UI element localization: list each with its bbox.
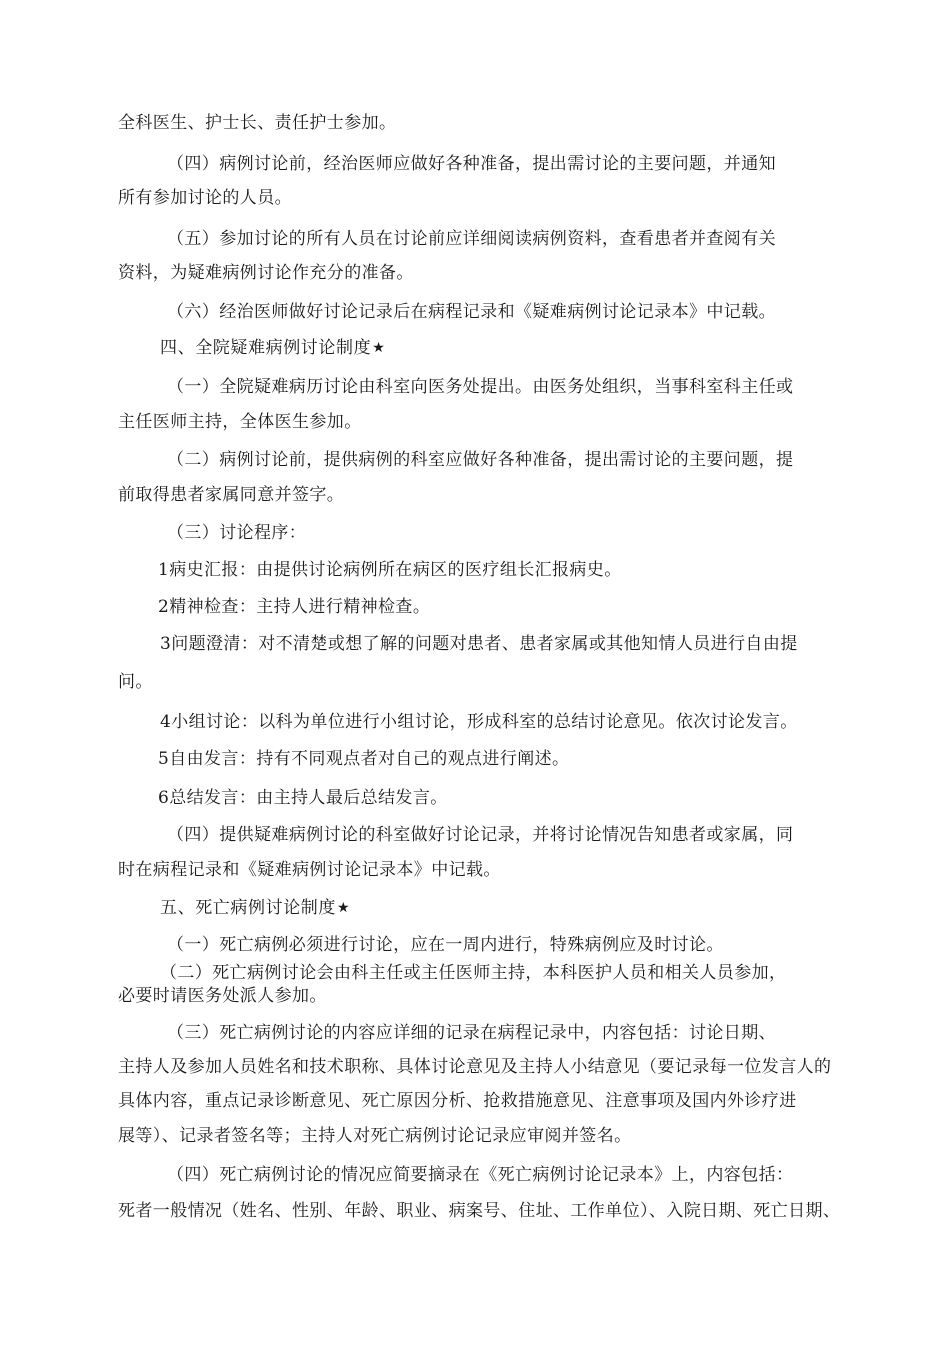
text-line: 问。: [118, 672, 153, 692]
text-line: 3问题澄清：对不清楚或想了解的问题对患者、患者家属或其他知情人员进行自由提: [160, 634, 798, 654]
text-line: 所有参加讨论的人员。: [118, 188, 292, 208]
text-line: （二）病例讨论前，提供病例的科室应做好各种准备，提出需讨论的主要问题，提: [167, 450, 794, 470]
text-line: 展等）、记录者签名等；主持人对死亡病例讨论记录应审阅并签名。: [118, 1126, 632, 1146]
text-line: 具体内容，重点记录诊断意见、死亡原因分析、抢救措施意见、注意事项及国内外诊疗进: [118, 1091, 797, 1111]
text-line: 死者一般情况（姓名、性别、年龄、职业、病案号、住址、工作单位）、入院日期、死亡日期、: [118, 1201, 841, 1221]
text-line: 6总结发言：由主持人最后总结发言。: [158, 788, 448, 808]
section-heading: [160, 336, 385, 360]
section-heading: [160, 896, 350, 920]
text-line: （一）全院疑难病历讨论由科室向医务处提出。由医务处组织，当事科室科主任或: [167, 377, 794, 397]
text-line: （五）参加讨论的所有人员在讨论前应详细阅读病例资料，查看患者并查阅有关: [167, 229, 776, 249]
text-line: （四）病例讨论前，经治医师应做好各种准备，提出需讨论的主要问题，并通知: [167, 154, 776, 174]
heading-text: 五、死亡病例讨论制度: [160, 898, 336, 918]
text-line: 时在病程记录和《疑难病例讨论记录本》中记载。: [118, 860, 501, 880]
text-line: （一）死亡病例必须进行讨论，应在一周内进行，特殊病例应及时讨论。: [167, 935, 724, 955]
text-line: （二）死亡病例讨论会由科主任或主任医师主持，本科医护人员和相关人员参加，: [160, 963, 787, 983]
star-icon: ★: [372, 340, 386, 356]
text-line: 资料，为疑难病例讨论作充分的准备。: [118, 263, 414, 283]
text-line: （四）死亡病例讨论的情况应简要摘录在《死亡病例讨论记录本》上，内容包括：: [167, 1165, 794, 1185]
star-icon: ★: [337, 900, 351, 916]
text-line: 前取得患者家属同意并签字。: [118, 485, 345, 505]
text-line: 主持人及参加人员姓名和技术职称、具体讨论意见及主持人小结意见（要记录每一位发言人的: [118, 1057, 832, 1077]
text-line: 主任医师主持，全体医生参加。: [118, 412, 362, 432]
text-line: 4小组讨论：以科为单位进行小组讨论，形成科室的总结讨论意见。依次讨论发言。: [160, 712, 798, 732]
text-line: 必要时请医务处派人参加。: [118, 986, 327, 1006]
text-line: （四）提供疑难病例讨论的科室做好讨论记录，并将讨论情况告知患者或家属，同: [167, 825, 794, 845]
heading-text: 四、全院疑难病例讨论制度: [160, 338, 372, 358]
text-line: （三）讨论程序：: [167, 523, 307, 543]
text-line: 2精神检查：主持人进行精神检查。: [158, 597, 431, 617]
text-line: 1病史汇报：由提供讨论病例所在病区的医疗组长汇报病史。: [158, 560, 622, 580]
text-line: 5自由发言：持有不同观点者对自己的观点进行阐述。: [158, 749, 570, 769]
text-line: （六）经治医师做好讨论记录后在病程记录和《疑难病例讨论记录本》中记载。: [167, 302, 776, 322]
text-line: 全科医生、护士长、责任护士参加。: [118, 113, 397, 133]
text-line: （三）死亡病例讨论的内容应详细的记录在病程记录中，内容包括：讨论日期、: [167, 1023, 776, 1043]
